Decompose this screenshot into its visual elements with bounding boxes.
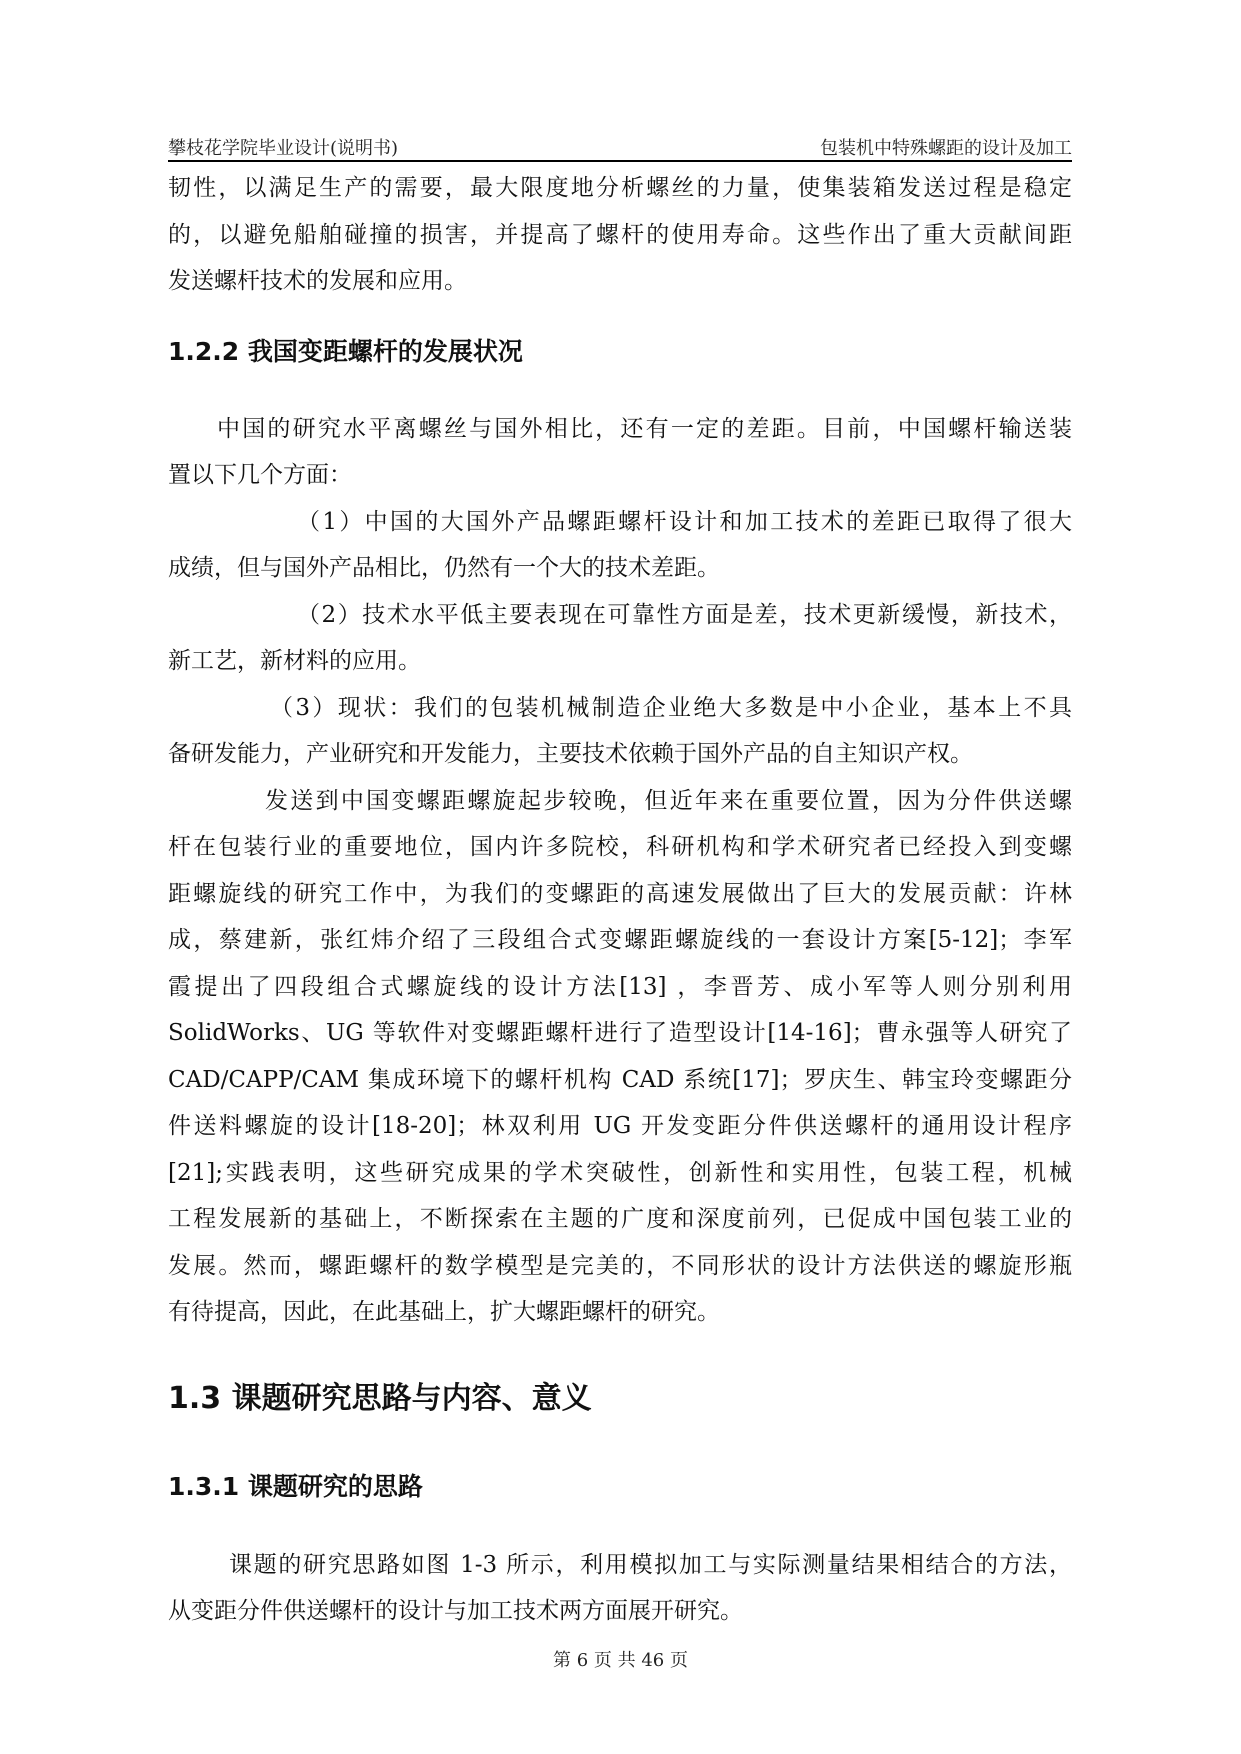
intro-line: 的，以避免船舶碰撞的损害，并提高了螺杆的使用寿命。这些作出了重大贡献间距: [168, 222, 1072, 248]
section-heading-1-3: 1.3 课题研究思路与内容、意义: [168, 1381, 592, 1416]
header-left-text: 攀枝花学院毕业设计(说明书): [168, 138, 399, 159]
paragraph-line: 工程发展新的基础上，不断探索在主题的广度和深度前列，已促成中国包装工业的: [168, 1206, 1072, 1232]
header-right-text: 包装机中特殊螺距的设计及加工: [820, 138, 1072, 159]
intro-line: 发送螺杆技术的发展和应用。: [168, 268, 467, 294]
paragraph-line: [21];实践表明，这些研究成果的学术突破性，创新性和实用性，包装工程，机械: [168, 1160, 1072, 1186]
list-item-2-cont: 新工艺，新材料的应用。: [168, 648, 421, 674]
paragraph-line: 成，蔡建新，张红炜介绍了三段组合式变螺距螺旋线的一套设计方案[5-12]；李军: [168, 927, 1072, 953]
list-item-2: （2）技术水平低主要表现在可靠性方面是差，技术更新缓慢，新技术，: [297, 602, 1072, 628]
paragraph-line: 件送料螺旋的设计[18-20]；林双利用 UG 开发变距分件供送螺杆的通用设计程序: [168, 1113, 1072, 1139]
paragraph-line: 中国的研究水平离螺丝与国外相比，还有一定的差距。目前，中国螺杆输送装: [217, 416, 1072, 442]
paragraph-line: 发展。然而，螺距螺杆的数学模型是完美的，不同形状的设计方法供送的螺旋形瓶: [168, 1253, 1072, 1279]
list-item-3: （3）现状：我们的包装机械制造企业绝大多数是中小企业，基本上不具: [270, 695, 1072, 721]
paragraph-line: 杆在包装行业的重要地位，国内许多院校，科研机构和学术研究者已经投入到变螺: [168, 834, 1072, 860]
intro-line: 韧性，以满足生产的需要，最大限度地分析螺丝的力量，使集装箱发送过程是稳定: [168, 175, 1072, 201]
section-heading-1-2-2: 1.2.2 我国变距螺杆的发展状况: [168, 337, 523, 366]
list-item-1-cont: 成绩，但与国外产品相比，仍然有一个大的技术差距。: [168, 555, 720, 581]
paragraph-line: 置以下几个方面：: [168, 462, 352, 488]
section-heading-1-3-1: 1.3.1 课题研究的思路: [168, 1472, 423, 1501]
paragraph-line: SolidWorks、UG 等软件对变螺距螺杆进行了造型设计[14-16]；曹永强等人研究了: [168, 1020, 1072, 1046]
page-number-footer: 第 6 页 共 46 页: [553, 1650, 688, 1671]
page-header: [168, 130, 1072, 162]
list-item-1: （1）中国的大国外产品螺距螺杆设计和加工技术的差距已取得了很大: [297, 509, 1072, 535]
paragraph-line: 从变距分件供送螺杆的设计与加工技术两方面展开研究。: [168, 1598, 743, 1624]
paragraph-line: 课题的研究思路如图 1-3 所示，利用模拟加工与实际测量结果相结合的方法，: [229, 1552, 1072, 1578]
paragraph-line: 距螺旋线的研究工作中，为我们的变螺距的高速发展做出了巨大的发展贡献：许林: [168, 881, 1072, 907]
paragraph-line: 有待提高，因此，在此基础上，扩大螺距螺杆的研究。: [168, 1299, 720, 1325]
paragraph-line: CAD/CAPP/CAM 集成环境下的螺杆机构 CAD 系统[17]；罗庆生、韩宝玲变螺距分: [168, 1067, 1072, 1093]
paragraph-line: 霞提出了四段组合式螺旋线的设计方法[13] ，李晋芳、成小军等人则分别利用: [168, 974, 1072, 1000]
list-item-3-cont: 备研发能力，产业研究和开发能力，主要技术依赖于国外产品的自主知识产权。: [168, 741, 973, 767]
paragraph-line: 发送到中国变螺距螺旋起步较晚，但近年来在重要位置，因为分件供送螺: [265, 788, 1072, 814]
